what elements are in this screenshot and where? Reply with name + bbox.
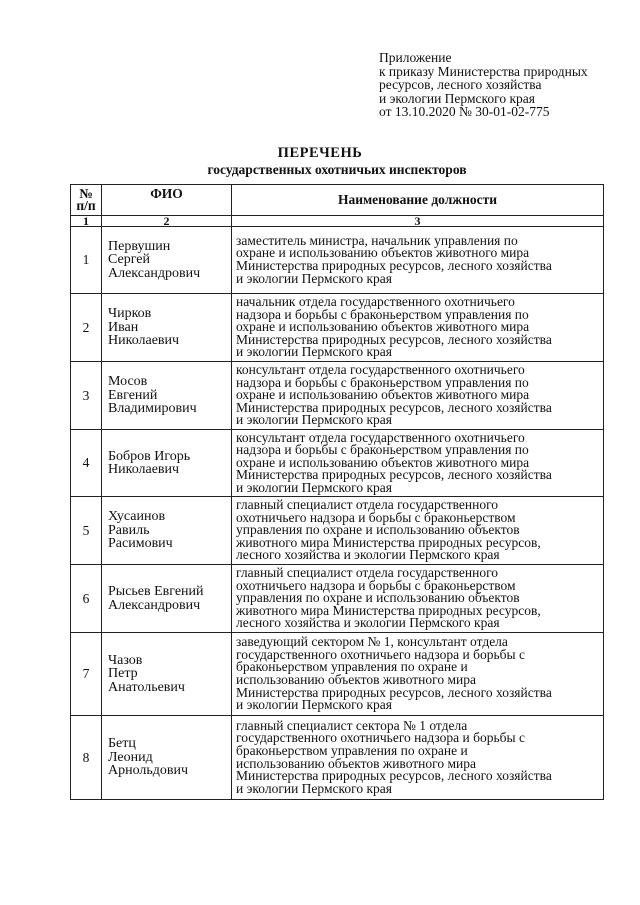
appendix-line: ресурсов, лесного хозяйства: [379, 77, 542, 93]
position-line: Министерства природных ресурсов, лесного хозяйства: [236, 684, 552, 700]
column-index: 3: [232, 216, 604, 227]
position-line: управления по охране и использованию объектов: [236, 522, 520, 538]
row-position: [232, 294, 604, 362]
row-number: 6: [71, 565, 102, 633]
header-num-line1: №: [79, 186, 93, 201]
fio-line: Александрович: [108, 265, 201, 281]
row-fio: [102, 497, 232, 565]
position-line: охране и использованию объектов животного мира: [236, 454, 530, 470]
header-num: [71, 185, 102, 216]
position-line: заведующий сектором № 1, консультант отдела: [236, 634, 508, 650]
row-number: 7: [71, 633, 102, 716]
row-position: [232, 497, 604, 565]
position-line: использованию объектов животного мира: [236, 755, 476, 771]
fio-line: Чазов: [108, 652, 143, 668]
position-line: начальник отдела государственного охотничьего: [236, 294, 515, 310]
fio-line: Леонид: [108, 749, 153, 765]
position-line: животного мира Министерства природных ресурсов,: [236, 602, 541, 618]
row-position: [232, 565, 604, 633]
fio-line: Первушин: [108, 238, 171, 254]
table-row: [71, 227, 604, 294]
row-fio: [102, 362, 232, 430]
row-fio: [102, 633, 232, 716]
position-line: и экологии Пермского края: [236, 780, 392, 796]
fio-line: Сергей: [108, 252, 150, 268]
position-line: браконьерством управления по охране и: [236, 742, 468, 758]
position-line: и экологии Пермского края: [236, 412, 392, 428]
position-line: Министерства природных ресурсов, лесного хозяйства: [236, 399, 552, 415]
position-line: Министерства природных ресурсов, лесного хозяйства: [236, 768, 552, 784]
row-number: 2: [71, 294, 102, 362]
header-position: Наименование должности: [232, 185, 604, 216]
position-line: консультант отдела государственного охотничьего: [236, 362, 525, 378]
table-row: [71, 294, 604, 362]
column-index-row: [71, 216, 604, 227]
position-line: лесного хозяйства и экологии Пермского края: [236, 615, 500, 631]
row-position: [232, 430, 604, 497]
fio-line: Чирков: [108, 306, 152, 322]
appendix-line: от 13.10.2020 № 30-01-02-775: [379, 104, 550, 120]
position-line: главный специалист отдела государственного: [236, 497, 499, 513]
header-num-line2: п/п: [76, 198, 96, 213]
position-line: заместитель министра, начальник управления по: [236, 232, 518, 248]
column-index: 2: [102, 216, 232, 227]
position-line: главный специалист отдела государственного: [236, 565, 499, 581]
position-line: надзора и борьбы с браконьерством управления по: [236, 374, 529, 390]
appendix-line: Приложение: [379, 50, 452, 65]
row-number: 4: [71, 430, 102, 497]
position-line: использованию объектов животного мира: [236, 672, 476, 687]
row-position: [232, 633, 604, 716]
position-line: браконьерством управления по охране и: [236, 659, 468, 675]
row-number: 8: [71, 716, 102, 800]
position-line: Министерства природных ресурсов, лесного хозяйства: [236, 467, 552, 483]
fio-line: Бобров Игорь: [108, 448, 191, 464]
position-line: управления по охране и использованию объектов: [236, 590, 520, 606]
fio-line: Владимирович: [108, 401, 197, 417]
fio-line: Равиль: [108, 522, 150, 538]
row-position: [232, 716, 604, 800]
appendix-line: и экологии Пермского края: [379, 90, 535, 106]
table-row: [71, 716, 604, 800]
position-line: охране и использованию объектов животного мира: [236, 319, 530, 335]
fio-line: Иван: [108, 319, 139, 335]
position-line: надзора и борьбы с браконьерством управления по: [236, 306, 529, 322]
position-line: и экологии Пермского края: [236, 697, 392, 713]
position-line: охране и использованию объектов животного мира: [236, 387, 530, 403]
row-number: 5: [71, 497, 102, 565]
position-line: Министерства природных ресурсов, лесного хозяйства: [236, 258, 552, 273]
row-fio: [102, 227, 232, 294]
document-title: [0, 145, 640, 178]
fio-line: Николаевич: [108, 462, 180, 477]
position-line: Министерства природных ресурсов, лесного хозяйства: [236, 331, 552, 347]
table-row: [71, 497, 604, 565]
position-line: охотничьего надзора и борьбы с браконьерством: [236, 577, 516, 593]
title-line-2: государственных охотничьих инспекторов: [207, 162, 467, 177]
position-line: консультант отдела государственного охотничьего: [236, 429, 525, 445]
fio-line: Рысьев Евгений: [108, 584, 204, 599]
table-row: [71, 565, 604, 633]
row-number: 3: [71, 362, 102, 430]
row-fio: [102, 430, 232, 497]
table-row: [71, 633, 604, 716]
position-line: главный специалист сектора № 1 отдела: [236, 717, 468, 733]
row-fio: [102, 565, 232, 633]
position-line: государственного охотничьего надзора и борьбы с: [236, 730, 525, 746]
fio-line: Александрович: [108, 597, 201, 613]
table-row: [71, 430, 604, 497]
fio-line: Бетц: [108, 736, 136, 752]
header-fio: ФИО: [102, 185, 232, 216]
position-line: охотничьего надзора и борьбы с браконьерством: [236, 509, 516, 525]
row-number: 1: [71, 227, 102, 294]
column-index: 1: [71, 216, 102, 227]
title-line-1: ПЕРЕЧЕНЬ: [277, 145, 363, 161]
position-line: и экологии Пермского края: [236, 479, 392, 495]
position-line: лесного хозяйства и экологии Пермского края: [236, 547, 500, 563]
position-line: охране и использованию объектов животного мира: [236, 245, 530, 261]
fio-line: Евгений: [108, 387, 158, 403]
appendix-block: [379, 51, 588, 119]
table-header-row: [71, 185, 604, 216]
inspectors-table: [70, 184, 604, 800]
fio-line: Анатольевич: [108, 679, 185, 695]
fio-line: Петр: [108, 666, 138, 682]
position-line: государственного охотничьего надзора и борьбы с: [236, 646, 525, 662]
appendix-line: к приказу Министерства природных: [379, 63, 588, 79]
row-fio: [102, 716, 232, 800]
fio-line: Расимович: [108, 536, 173, 552]
row-position: [232, 227, 604, 294]
position-line: животного мира Министерства природных ресурсов,: [236, 534, 541, 550]
table-row: [71, 362, 604, 430]
row-fio: [102, 294, 232, 362]
fio-line: Арнольдович: [108, 763, 189, 779]
position-line: и экологии Пермского края: [236, 270, 392, 286]
position-line: и экологии Пермского края: [236, 344, 392, 360]
fio-line: Хусаинов: [108, 509, 166, 525]
row-position: [232, 362, 604, 430]
fio-line: Николаевич: [108, 333, 180, 349]
fio-line: Мосов: [108, 374, 148, 390]
position-line: надзора и борьбы с браконьерством управления по: [236, 442, 529, 458]
